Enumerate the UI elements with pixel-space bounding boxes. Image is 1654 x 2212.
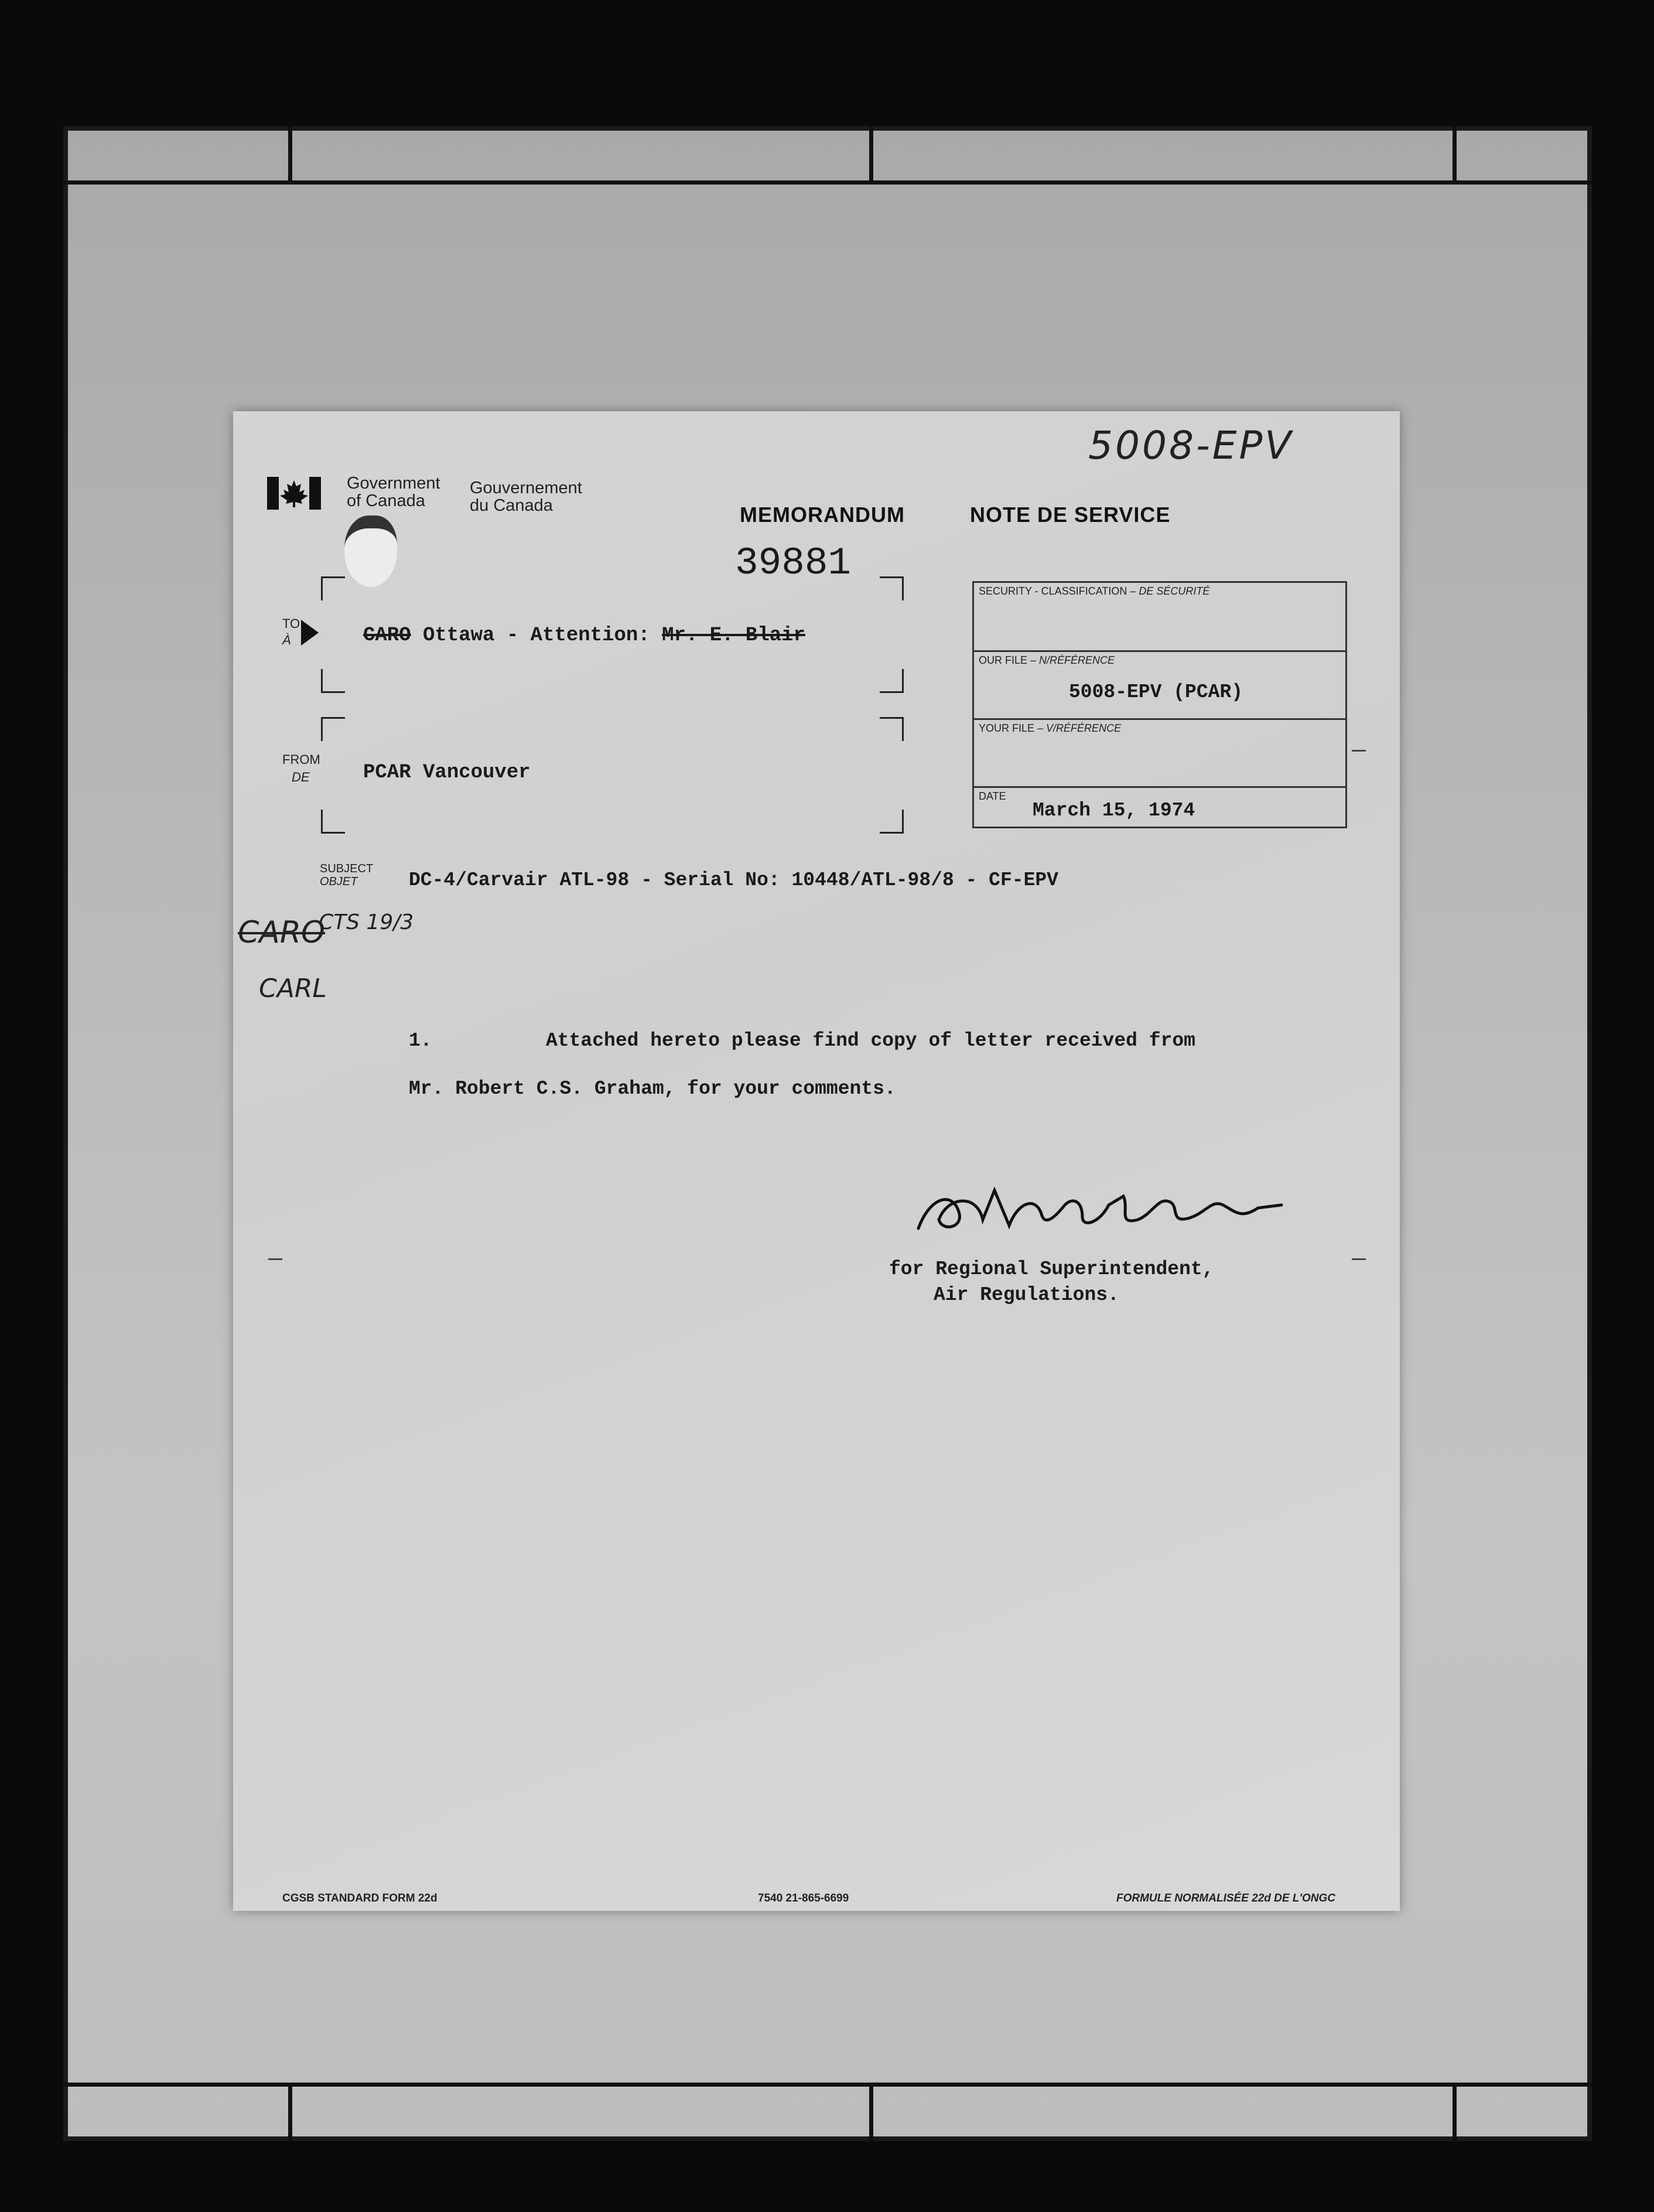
frame-divider — [1453, 2083, 1457, 2141]
corner-bracket — [321, 576, 345, 600]
signature-line-2: Air Regulations. — [934, 1284, 1119, 1306]
routing-note-initials: CTS 19/3 — [319, 910, 414, 934]
corner-bracket — [321, 810, 345, 834]
security-label: SECURITY - CLASSIFICATION – DE SÉCURITÉ — [979, 585, 1210, 597]
frame-divider — [1453, 126, 1457, 185]
gov-name-fr: Gouvernement du Canada — [470, 479, 582, 515]
frame-divider — [288, 126, 292, 185]
date-value: March 15, 1974 — [1033, 800, 1195, 821]
fold-mark — [1352, 750, 1366, 752]
routing-note-carl: CARL — [259, 974, 327, 1003]
canada-flag-icon — [267, 477, 321, 510]
your-file-label: YOUR FILE – V/RÉFÉRENCE — [979, 722, 1122, 734]
date-row — [974, 788, 1345, 827]
body-line-2: Mr. Robert C.S. Graham, for your comments. — [409, 1078, 896, 1100]
handwritten-file-number: 5008-EPV — [1088, 423, 1294, 468]
security-classification-row — [974, 583, 1345, 652]
footer-left: CGSB STANDARD FORM 22d — [282, 1892, 438, 1904]
corner-bracket — [321, 717, 345, 741]
our-file-value: 5008-EPV (PCAR) — [1069, 681, 1243, 703]
from-line: PCAR Vancouver — [363, 762, 531, 784]
from-label-fr: DE — [292, 770, 310, 784]
corner-bracket — [880, 669, 904, 693]
corner-bracket — [880, 810, 904, 834]
corner-bracket — [880, 576, 904, 600]
to-label: TO — [282, 616, 300, 631]
arrow-right-icon — [301, 620, 319, 646]
memo-sheet — [233, 411, 1400, 1911]
fold-mark — [268, 1258, 282, 1260]
fold-mark — [1352, 1258, 1366, 1260]
our-file-row — [974, 652, 1345, 720]
routing-note-struck: CARO — [238, 915, 325, 950]
frame-bottom-strip — [63, 2083, 1592, 2141]
frame-divider — [869, 126, 873, 185]
note-de-service-title: NOTE DE SERVICE — [970, 503, 1171, 527]
gov-name-en: Government of Canada — [347, 474, 440, 510]
signature-line-1: for Regional Superintendent, — [889, 1258, 1214, 1280]
memo-number: 39881 — [735, 541, 852, 585]
subject-label: SUBJECT OBJET — [320, 862, 374, 888]
corner-bracket — [880, 717, 904, 741]
frame-divider — [869, 2083, 873, 2141]
our-file-label: OUR FILE – N/RÉFÉRENCE — [979, 654, 1115, 666]
handwritten-signature — [907, 1173, 1287, 1243]
your-file-row — [974, 720, 1345, 788]
from-label: FROM — [282, 752, 320, 767]
corner-bracket — [321, 669, 345, 693]
footer-right: FORMULE NORMALISÉE 22d DE L'ONGC — [1116, 1892, 1335, 1904]
body-line-1: Attached hereto please find copy of letter received from — [546, 1030, 1195, 1052]
subject-line: DC-4/Carvair ATL-98 - Serial No: 10448/ATL-98/8 - CF-EPV — [409, 869, 1058, 891]
reference-box — [972, 581, 1347, 828]
to-label-fr: À — [282, 633, 291, 647]
date-label: DATE — [979, 790, 1006, 802]
to-line: CARO Ottawa - Attention: Mr. E. Blair — [363, 624, 805, 647]
frame-divider — [288, 2083, 292, 2141]
paragraph-number: 1. — [409, 1030, 432, 1052]
footer-center: 7540 21-865-6699 — [758, 1892, 849, 1904]
memorandum-title: MEMORANDUM — [740, 503, 905, 527]
frame-top-strip — [63, 126, 1592, 185]
paper-damage-mark — [344, 516, 397, 587]
